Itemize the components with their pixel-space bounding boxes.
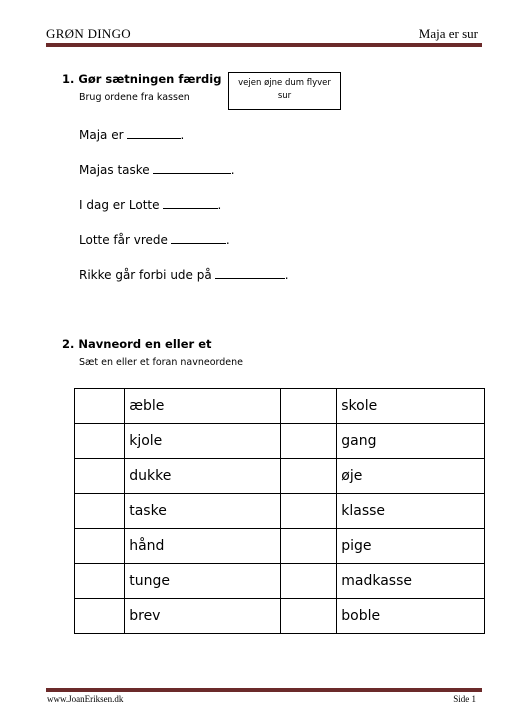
word-box-line: vejen øjne dum flyver bbox=[238, 78, 331, 88]
sentence-text: Lotte får vrede bbox=[79, 233, 168, 247]
noun-cell: klasse bbox=[337, 494, 485, 529]
sentence-text: Maja er bbox=[79, 128, 124, 142]
article-cell[interactable] bbox=[75, 389, 125, 424]
answer-blank[interactable] bbox=[153, 161, 231, 174]
article-cell[interactable] bbox=[280, 424, 336, 459]
noun-cell: boble bbox=[337, 599, 485, 634]
article-cell[interactable] bbox=[75, 529, 125, 564]
article-cell[interactable] bbox=[280, 459, 336, 494]
noun-cell: hånd bbox=[125, 529, 281, 564]
answer-blank[interactable] bbox=[215, 266, 285, 279]
article-cell[interactable] bbox=[75, 494, 125, 529]
word-box bbox=[228, 72, 341, 110]
noun-table bbox=[74, 388, 485, 634]
table-row bbox=[75, 599, 485, 634]
article-cell[interactable] bbox=[280, 389, 336, 424]
article-cell[interactable] bbox=[280, 494, 336, 529]
noun-cell: brev bbox=[125, 599, 281, 634]
sentence-end: . bbox=[180, 128, 185, 142]
section1-title: 1. Gør sætningen færdig bbox=[62, 72, 222, 86]
noun-cell: gang bbox=[337, 424, 485, 459]
header-subtitle: Maja er sur bbox=[418, 26, 478, 41]
table-row bbox=[75, 529, 485, 564]
sentence-text: Rikke går forbi ude på bbox=[79, 268, 212, 282]
sentence-end: . bbox=[284, 268, 289, 282]
header-title: GRØN DINGO bbox=[46, 26, 131, 41]
article-cell[interactable] bbox=[280, 529, 336, 564]
sentence-text: I dag er Lotte bbox=[79, 198, 160, 212]
sentence-3 bbox=[79, 196, 221, 212]
noun-cell: madkasse bbox=[337, 564, 485, 599]
page-header bbox=[46, 24, 482, 44]
noun-cell: æble bbox=[125, 389, 281, 424]
answer-blank[interactable] bbox=[127, 126, 181, 139]
sentence-2 bbox=[79, 161, 235, 177]
table-row bbox=[75, 459, 485, 494]
sentence-end: . bbox=[230, 163, 235, 177]
article-cell[interactable] bbox=[75, 564, 125, 599]
sentence-text: Majas taske bbox=[79, 163, 150, 177]
noun-cell: dukke bbox=[125, 459, 281, 494]
table-row bbox=[75, 494, 485, 529]
section1-subtitle: Brug ordene fra kassen bbox=[79, 92, 190, 103]
sentence-4 bbox=[79, 231, 230, 247]
sentence-5 bbox=[79, 266, 289, 282]
section2-title: 2. Navneord en eller et bbox=[62, 337, 212, 351]
answer-blank[interactable] bbox=[163, 196, 218, 209]
noun-cell: pige bbox=[337, 529, 485, 564]
article-cell[interactable] bbox=[280, 564, 336, 599]
article-cell[interactable] bbox=[75, 599, 125, 634]
sentence-end: . bbox=[225, 233, 230, 247]
table-row bbox=[75, 389, 485, 424]
article-cell[interactable] bbox=[75, 424, 125, 459]
noun-cell: skole bbox=[337, 389, 485, 424]
page-number: Side 1 bbox=[453, 694, 476, 704]
answer-blank[interactable] bbox=[171, 231, 226, 244]
footer-divider bbox=[46, 688, 482, 692]
header-divider bbox=[46, 43, 482, 47]
section2-subtitle: Sæt en eller et foran navneordene bbox=[79, 357, 244, 368]
noun-cell: kjole bbox=[125, 424, 281, 459]
noun-cell: taske bbox=[125, 494, 281, 529]
article-cell[interactable] bbox=[75, 459, 125, 494]
noun-cell: øje bbox=[337, 459, 485, 494]
sentence-end: . bbox=[217, 198, 222, 212]
footer-url[interactable]: www.JoanEriksen.dk bbox=[47, 694, 124, 704]
word-box-line: sur bbox=[277, 91, 292, 101]
table-row bbox=[75, 564, 485, 599]
table-row bbox=[75, 424, 485, 459]
sentence-1 bbox=[79, 126, 184, 142]
noun-cell: tunge bbox=[125, 564, 281, 599]
article-cell[interactable] bbox=[280, 599, 336, 634]
